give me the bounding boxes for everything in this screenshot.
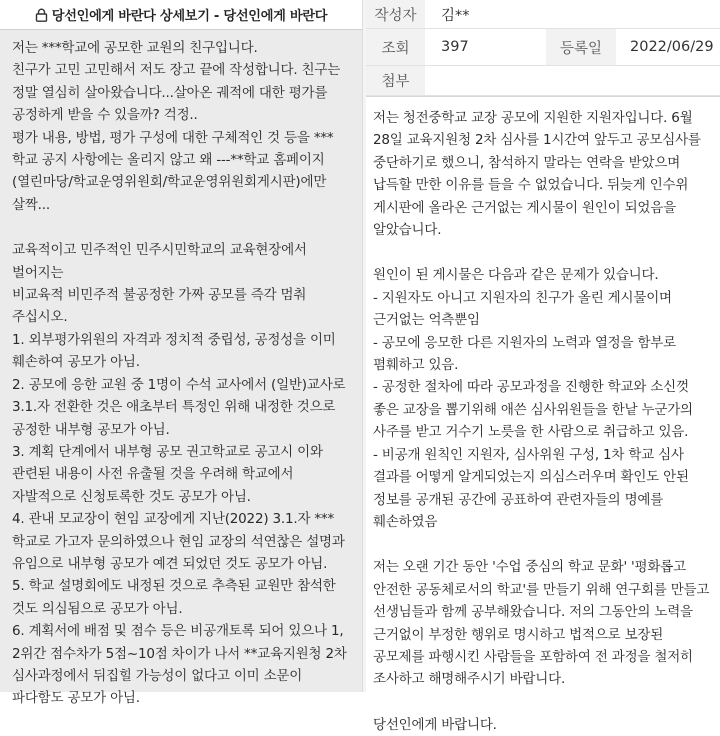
attachment-row [366,66,720,96]
lock-icon [35,8,48,22]
post-body-text: 교육적이고 민주적인 민주시민학교의 교육현장에서 벌어지는 비교육적 비민주적 불공정한 가짜 공모를 즉각 멈춰 주십시오. 1. 외부평가위원의 자격과 정치적 중립성, 공정성을 이미 훼손하여 공모가 아님. 2. 공모에 응한 교원 중 1명이 수석 교사에서 (일반)교사로 3.1.자 전환한 것은 애초부터 특정인 위해 내정한 것으로 공정한 내부형 공모가 아님. 3. 계획 단계에서 내부형 공모 권고학교로 공고시 이와 관련된 내용이 사전 유출될 것을 우려해 학교에서 자발적으로 신청토록한 것도 공모가 아님. 4. 관내 모교장이 현임 교장에게 지난(2022) 3.1.자 *** 학교로 가고자 문의하였으나 현임 교장의 석연찮은 설명과 유임으로 내부형 공모가 예견 되었던 것도 공모가 아님. 5. 학교 설명회에도 내정된 것으로 추측된 교원만 참석한 것도 의심됨으로 공모가 아님. 6. 계획서에 배점 및 점수 등은 비공개토록 되어 있으나 1, 2위간 점수차가 5점~10점 차이가 나서 **교육지원청 2차 심사과정에서 뒤집힐 가능성이 없다고 이미 소문이 파다함도 공모가 아님. [12,242,347,707]
date-label: 등록일 [546,29,616,65]
attachment-value [425,66,441,95]
author-row [366,0,720,29]
left-screenshot-panel [0,0,362,707]
response-paragraph-4: 당선인에게 바랍니다. [373,716,497,733]
author-value: 김** [441,7,470,24]
views-date-row [366,29,720,66]
attachment-label: 첨부 [366,66,425,95]
response-paragraph-1: 저는 청전중학교 교장 공모에 지원한 지원자입니다. 6월 28일 교육지원청 2차 심사를 1시간여 앞두고 공모심사를 중단하기로 했으니, 참석하지 말라는 연락을 받았으며 납득할 만한 이유를 들을 수 없었습니다. 뒤늦게 인수위 게시판에 올라온 근거없는 게시물이 원인이 되었음을 알았습니다. [373,110,705,239]
page-title: 당선인에게 바란다 상세보기 - 당선인에게 바란다 [51,9,328,24]
views-label: 조회 [366,29,425,65]
author-label: 작성자 [366,0,425,28]
post-detail-header [0,0,362,30]
response-paragraph-3: 저는 오랜 기간 동안 '수업 중심의 학교 문화' '평화롭고 안전한 공동체로서의 학교'를 만들기 위해 연구회를 만들고 선생님들과 함께 공부해왔습니다. 저의 그동안의 노력을 근거없이 부정한 행위로 명시하고 법적으로 보장된 공모제를 파행시킨 사람들을 포함하여 전 과정을 철저히 조사하고 해명해주시기 바랍니다. [373,559,714,688]
date-value: 2022/06/29 [630,39,714,55]
response-content [366,96,720,736]
response-paragraph-2: 원인이 된 게시물은 다음과 같은 문제가 있습니다. - 지원자도 아니고 지원자의 친구가 올린 게시물이며 근거없는 억측뿐임 - 공모에 응모한 다른 지원자의 노력과 열정을 함부로 폄훼하고 있음. - 공정한 절차에 따라 공모과정을 진행한 학교와 소신껏 좋은 교장을 뽑기위해 애쓴 심사위원들을 한낱 누군가의 사주를 받고 거수기 노릇을 한 사람으로 취급하고 있음. - 비공개 원칙인 지원자, 심사위원 구성, 1차 학교 심사 결과를 어떻게 알게되었는지 의심스러우며 확인도 안된 정보를 공개된 공간에 공표하여 관련자들의 명예를 훼손하였음 [373,267,693,530]
views-value: 397 [441,39,469,55]
right-screenshot-panel [366,0,720,733]
post-content [0,30,362,710]
post-intro-text: 저는 ***학교에 공모한 교원의 친구입니다. 친구가 고민 고민해서 저도 장고 끝에 작성합니다. 친구는 정말 열심히 살아왔습니다...살아온 궤적에 대한 평가를 공정하게 받을 수 있을까? 걱정.. 평가 내용, 방법, 평가 구성에 대한 구체적인 것 등을 *** 학교 공지 사항에는 올리지 않고 왜 ---**학교 홈페이지(열린마당/학교운영위원회/학교운영위원회게시판)에만 살짝... [12,40,341,213]
